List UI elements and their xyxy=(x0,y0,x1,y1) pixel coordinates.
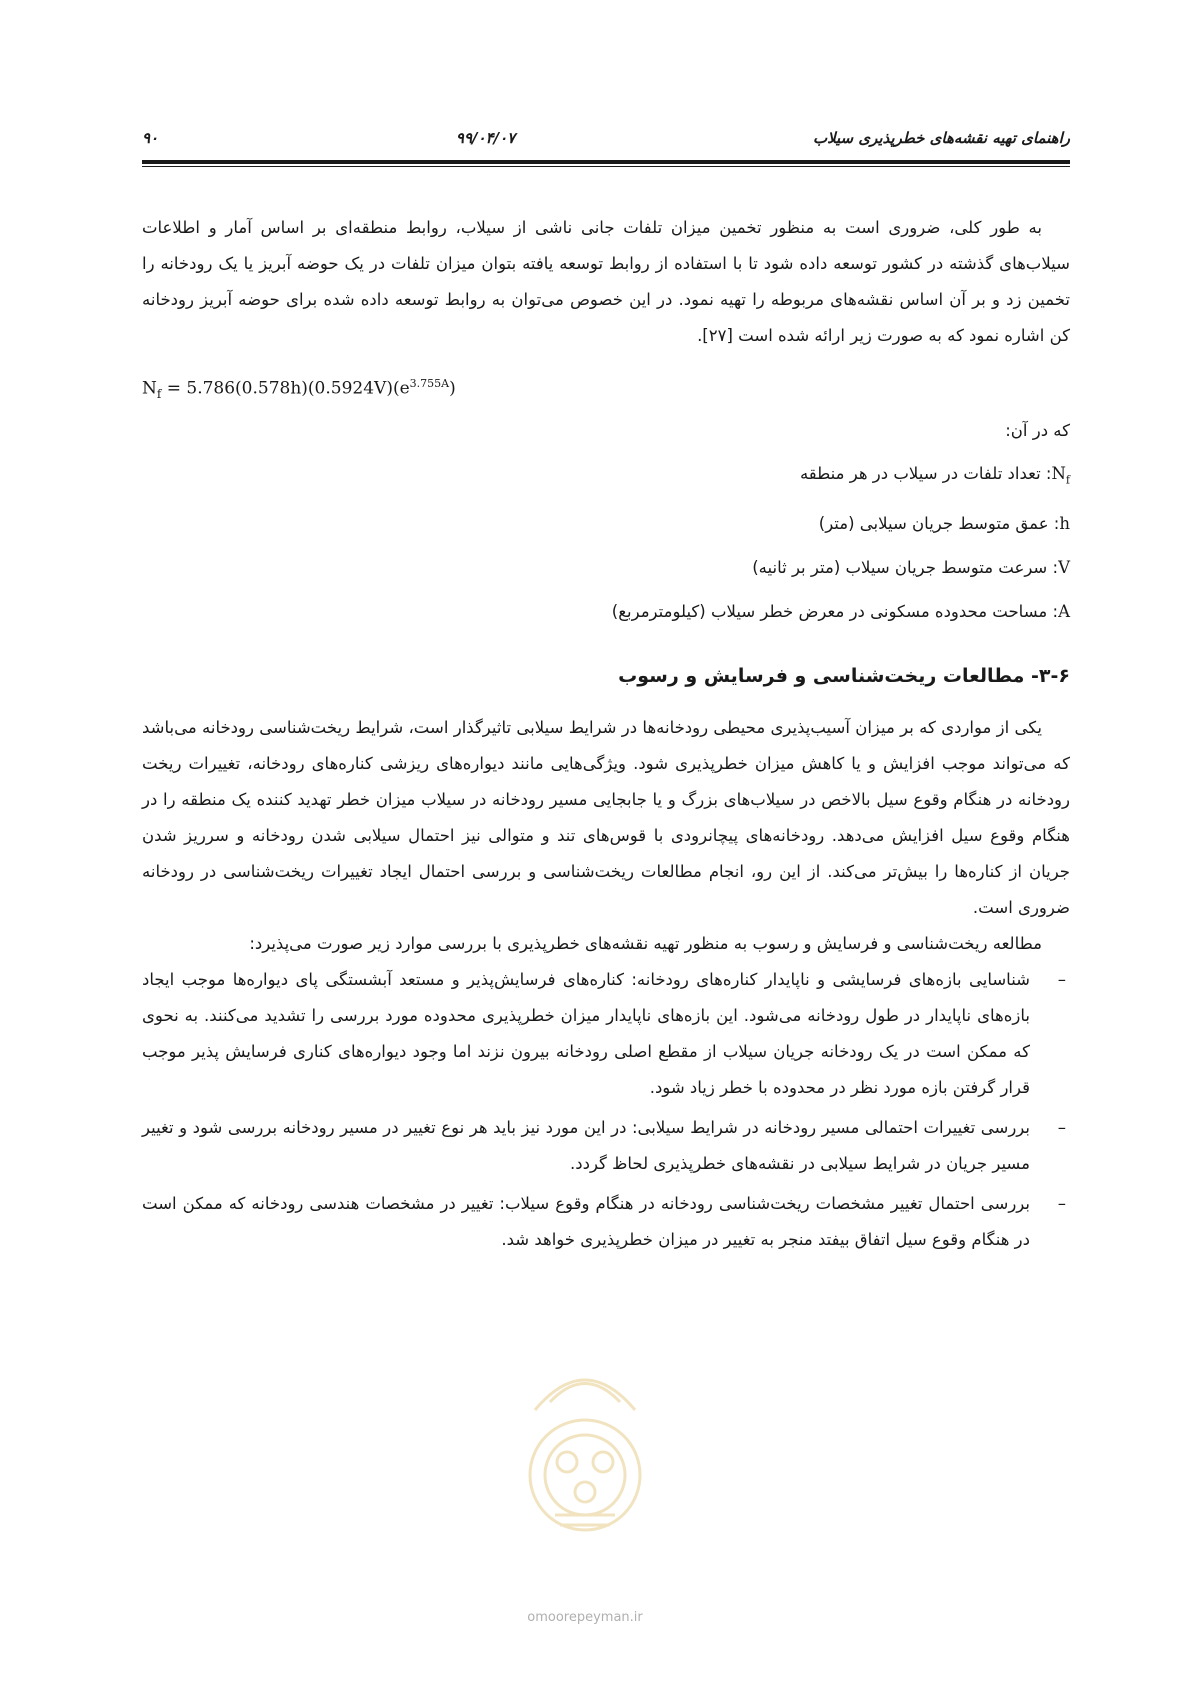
list-item-text: بررسی احتمال تغییر مشخصات ریخت‌شناسی رودخانه در هنگام وقوع سیلاب: تغییر در مشخصات هندسی رودخانه که ممکن است در هنگام وقوع سیل اتفاق بیفتد منجر به تغییر در میزان خطرپذیری خواهد شد. xyxy=(142,1194,1030,1250)
definition-item xyxy=(142,590,1070,634)
header-title: راهنمای تهیه نقشه‌های خطرپذیری سیلاب xyxy=(812,129,1070,147)
definition-item xyxy=(142,546,1070,590)
definition-text: : سرعت متوسط جریان سیلاب (متر بر ثانیه) xyxy=(752,558,1059,578)
definition-text: : عمق متوسط جریان سیلابی (متر) xyxy=(818,514,1060,534)
dash-bullet: – xyxy=(1057,970,1066,990)
formula-tail: ) xyxy=(449,378,456,399)
list-item-text: شناسایی بازه‌های فرسایشی و ناپایدار کناره‌های رودخانه: کناره‌های فرسایش‌پذیر و مستعد آبشستگی پای دیواره‌ها موجب ایجاد بازه‌های ناپایدار در طول رودخانه می‌شود. این بازه‌های ناپایدار میزان خطرپذیری محدوده مورد بررسی را تشدید می‌کنند. به نحوی که ممکن است در یک رودخانه جریان سیلاب از مقطع اصلی رودخانه بیرون نزند اما وجود دیواره‌های کناری فرسایش پذیر موجب قرار گرفتن بازه مورد نظر در محدوده با خطر زیاد شود. xyxy=(142,970,1030,1098)
list-item xyxy=(142,1186,1070,1258)
list-item-text: بررسی تغییرات احتمالی مسیر رودخانه در شرایط سیلابی: در این مورد نیز باید هر نوع تغییر در مسیر رودخانه بررسی شود و تغییر مسیر جریان در شرایط سیلابی در نقشه‌های خطرپذیری لحاظ گردد. xyxy=(142,1118,1030,1174)
definition-text: : مساحت محدوده مسکونی در معرض خطر سیلاب (کیلومترمربع) xyxy=(611,602,1059,622)
page-number: ۹۰ xyxy=(142,129,159,147)
header-rule-thick xyxy=(142,160,1070,164)
definition-item xyxy=(142,452,1070,502)
formula-exponent: 3.755A xyxy=(409,377,450,390)
definitions-list xyxy=(142,410,1070,634)
definitions-intro: که در آن: xyxy=(1005,421,1070,440)
dash-bullet: – xyxy=(1057,1118,1066,1138)
formula-lhs-sub: f xyxy=(156,387,162,402)
definition-symbol: A xyxy=(1058,602,1070,622)
definition-symbol: $N_f$ xyxy=(1051,464,1070,487)
formula-body: = 5.786(0.578h)(0.5924V)(e xyxy=(161,378,410,399)
section-heading: ۳-۶- مطالعات ریخت‌شناسی و فرسایش و رسوب xyxy=(618,665,1070,688)
definition-text: : تعداد تلفات در سیلاب در هر منطقه xyxy=(799,464,1052,483)
page-content xyxy=(142,210,1070,1262)
seal-logo-icon xyxy=(505,1340,665,1550)
section-paragraph-2: مطالعه ریخت‌شناسی و فرسایش و رسوب به منظور تهیه نقشه‌های خطرپذیری با بررسی موارد زیر صورت می‌پذیرد: xyxy=(249,934,1042,954)
list-item xyxy=(142,1110,1070,1182)
header-date: ۹۹/۰۴/۰۷ xyxy=(455,129,516,147)
section-paragraph-1: یکی از مواردی که بر میزان آسیب‌پذیری محیطی رودخانه‌ها در شرایط سیلابی تاثیرگذار است، شرایط ریخت‌شناسی رودخانه می‌باشد که می‌تواند موجب افزایش و یا کاهش میزان خطرپذیری شود. ویژگی‌هایی مانند دیواره‌های ریزشی کناره‌های رودخانه، تغییرات ریخت رودخانه در هنگام وقوع سیل بالاخص در سیلاب‌های بزرگ و یا جابجایی مسیر رودخانه در سیلاب میزان خطر تهدید کننده یک منطقه را در هنگام وقوع سیل افزایش می‌دهد. رودخانه‌های پیچانرودی با قوس‌های تند و متوالی نیز احتمال سیلابی شدن رودخانه و سرریز شدن جریان از کناره‌ها را بیش‌تر می‌کند. از این رو، انجام مطالعات ریخت‌شناسی و بررسی احتمال ایجاد تغییرات ریخت‌شناسی در رودخانه ضروری است. xyxy=(142,718,1070,918)
dash-bullet: – xyxy=(1057,1194,1066,1214)
list-item xyxy=(142,962,1070,1106)
page-header xyxy=(142,124,1070,152)
definition-symbol: h xyxy=(1059,514,1070,534)
bullet-list xyxy=(142,962,1070,1258)
definition-symbol: V xyxy=(1058,558,1070,578)
casualty-formula xyxy=(142,366,1070,402)
watermark-url: omoorepeyman.ir xyxy=(527,1610,643,1625)
intro-paragraph: به طور کلی، ضروری است به منظور تخمین میزان تلفات جانی ناشی از سیلاب، روابط منطقه‌ای بر اساس آمار و اطلاعات سیلاب‌های گذشته در کشور توسعه داده شود تا با استفاده از روابط توسعه یافته بتوان میزان تلفات در یک حوضه آبریز یا یک رودخانه را تخمین زد و بر آن اساس نقشه‌های مربوطه را تهیه نمود. در این خصوص می‌توان به روابط توسعه داده شده برای حوضه آبریز رودخانه کن اشاره نمود که به صورت زیر ارائه شده است [۲۷]. xyxy=(142,218,1070,345)
formula-lhs: N xyxy=(142,378,157,399)
header-rule-thin xyxy=(142,166,1070,167)
definition-item xyxy=(142,502,1070,546)
